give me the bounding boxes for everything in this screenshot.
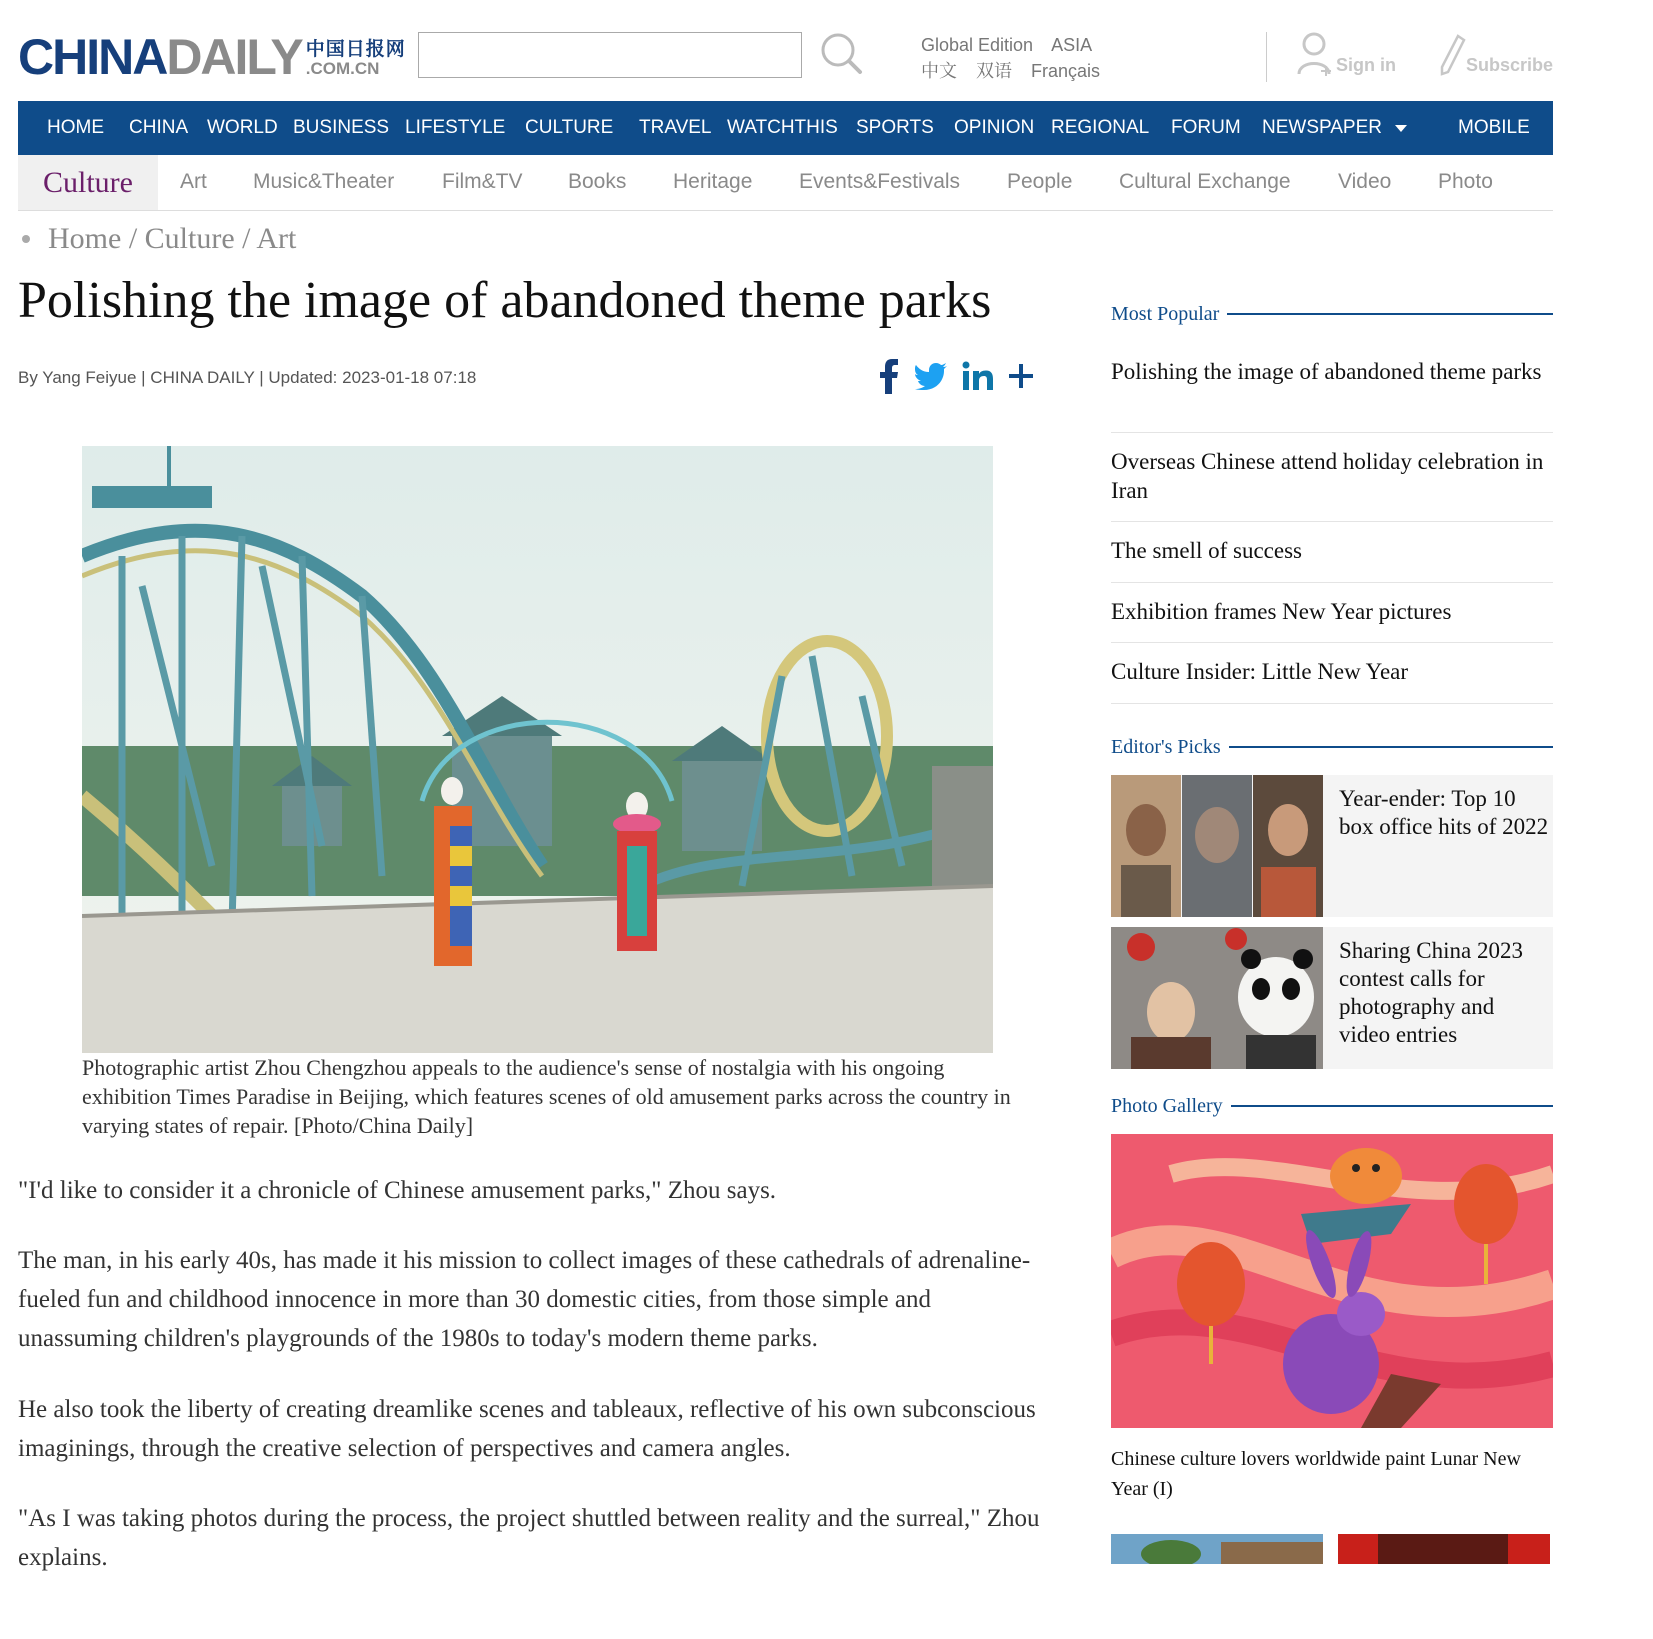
editors-picks-heading xyxy=(1111,735,1553,759)
nav-lifestyle[interactable]: LIFESTYLE xyxy=(405,117,506,138)
nav-regional[interactable]: REGIONAL xyxy=(1051,117,1150,138)
film-stills-thumbnail xyxy=(1111,775,1323,917)
heading-rule xyxy=(1227,313,1553,315)
article-byline: By Yang Feiyue | CHINA DAILY | Updated: 2023-01-18 07:18 xyxy=(18,368,477,387)
plus-icon[interactable] xyxy=(1008,363,1034,389)
editors-pick-title: Year-ender: Top 10 box office hits of 2022 xyxy=(1339,786,1549,839)
nav-culture[interactable]: CULTURE xyxy=(525,117,614,138)
popular-item[interactable]: Overseas Chinese attend holiday celebration in Iran xyxy=(1111,447,1553,522)
logo-china-text: CHINA xyxy=(18,29,167,85)
gallery-caption[interactable]: Chinese culture lovers worldwide paint Lunar New Year (I) xyxy=(1111,1448,1521,1500)
panda-mascot-thumbnail xyxy=(1111,927,1323,1069)
editors-pick-item[interactable] xyxy=(1111,927,1553,1069)
article-paragraph: "I'd like to consider it a chronicle of Chinese amusement parks," Zhou says. xyxy=(18,1177,777,1204)
sign-in-button[interactable] xyxy=(1296,30,1396,76)
popular-item[interactable]: Polishing the image of abandoned theme parks xyxy=(1111,357,1553,433)
subnav-events-festivals[interactable]: Events&Festivals xyxy=(799,170,961,193)
subnav-photo[interactable]: Photo xyxy=(1438,170,1493,193)
site-header xyxy=(18,28,1553,90)
pen-icon xyxy=(1440,34,1466,76)
article-paragraph: The man, in his early 40s, has made it his mission to collect images of these cathedrals of adrenaline-fueled fun and childhood innocence in more than 30 domestic cities, from those simple and unassuming children's playgrounds of the 1980s to today's modern theme parks. xyxy=(18,1247,1031,1352)
nav-travel[interactable]: TRAVEL xyxy=(639,117,712,138)
edition-selector xyxy=(921,32,1114,84)
subnav-music-theater[interactable]: Music&Theater xyxy=(253,170,395,193)
main-navigation xyxy=(18,101,1553,155)
article-lead-photo xyxy=(82,446,993,1053)
most-popular-heading xyxy=(1111,302,1553,326)
linkedin-icon[interactable] xyxy=(962,361,994,391)
gallery-thumbnail[interactable] xyxy=(1338,1534,1550,1564)
chinese-language-link[interactable]: 中文 xyxy=(921,61,957,81)
china-daily-logo[interactable] xyxy=(18,29,406,85)
breadcrumb-path[interactable]: Home / Culture / Art xyxy=(48,222,297,255)
editors-picks-label: Editor's Picks xyxy=(1111,735,1221,758)
subnav-cultural-exchange[interactable]: Cultural Exchange xyxy=(1119,170,1291,193)
heading-rule xyxy=(1231,1105,1553,1107)
breadcrumb-bullet xyxy=(22,235,30,243)
nav-china[interactable]: CHINA xyxy=(129,117,189,138)
nav-business[interactable]: BUSINESS xyxy=(293,117,390,138)
editors-pick-item[interactable] xyxy=(1111,775,1553,917)
article-paragraph: He also took the liberty of creating dreamlike scenes and tableaux, reflective of his own subconscious imaginings, through the creative selection of perspectives and camera angles. xyxy=(18,1396,1036,1462)
nav-newspaper[interactable]: NEWSPAPER xyxy=(1262,117,1383,138)
nav-home[interactable]: HOME xyxy=(47,117,104,138)
twitter-icon[interactable] xyxy=(914,362,948,390)
nav-sports[interactable]: SPORTS xyxy=(856,117,934,138)
subnav-video[interactable]: Video xyxy=(1338,170,1392,193)
subnav-film-tv[interactable]: Film&TV xyxy=(442,170,523,193)
photo-gallery-heading xyxy=(1111,1094,1553,1118)
photo-caption: Photographic artist Zhou Chengzhou appeals to the audience's sense of nostalgia with his ongoing exhibition Times Paradise in Beijing, which features scenes of old amusement parks across the country in varying states of repair. [Photo/China Daily] xyxy=(82,1055,1011,1138)
subnav-people[interactable]: People xyxy=(1007,170,1073,193)
culture-sub-navigation xyxy=(18,155,1553,211)
subnav-heritage[interactable]: Heritage xyxy=(673,170,753,193)
heading-rule xyxy=(1229,746,1553,748)
editors-pick-title: Sharing China 2023 contest calls for photography and video entries xyxy=(1339,938,1523,1047)
search-icon[interactable] xyxy=(818,30,864,76)
sign-in-label: Sign in xyxy=(1336,55,1396,75)
article-title: Polishing the image of abandoned theme parks xyxy=(18,272,992,329)
gallery-thumbnail[interactable] xyxy=(1111,1534,1323,1564)
logo-domain-text: .COM.CN xyxy=(305,59,380,78)
global-edition-link[interactable]: Global Edition xyxy=(921,35,1034,55)
logo-daily-text: DAILY xyxy=(166,29,302,85)
subnav-books[interactable]: Books xyxy=(568,170,627,193)
logo-chinese-text: 中国日报网 xyxy=(305,39,406,60)
article-paragraph: "As I was taking photos during the process, the project shuttled between reality and the surreal," Zhou explains. xyxy=(18,1505,1040,1571)
amusement-park-photo xyxy=(82,446,993,1053)
nav-mobile[interactable]: MOBILE xyxy=(1458,117,1530,138)
nav-opinion[interactable]: OPINION xyxy=(954,117,1035,138)
popular-item[interactable]: Culture Insider: Little New Year xyxy=(1111,657,1553,704)
popular-item[interactable]: Exhibition frames New Year pictures xyxy=(1111,597,1553,643)
french-language-link[interactable]: Français xyxy=(1031,61,1101,81)
gallery-painting-image[interactable] xyxy=(1111,1134,1553,1428)
most-popular-label: Most Popular xyxy=(1111,302,1220,325)
subscribe-button[interactable] xyxy=(1440,34,1553,76)
search-input[interactable] xyxy=(418,32,802,78)
user-icon xyxy=(1296,30,1336,76)
nav-world[interactable]: WORLD xyxy=(207,117,278,138)
photo-gallery-label: Photo Gallery xyxy=(1111,1094,1223,1117)
header-divider xyxy=(1266,32,1267,82)
subscribe-label: Subscribe xyxy=(1466,55,1554,75)
subnav-culture-active[interactable]: Culture xyxy=(18,155,158,210)
subnav-art[interactable]: Art xyxy=(180,170,207,193)
nav-forum[interactable]: FORUM xyxy=(1171,117,1241,138)
bilingual-language-link[interactable]: 双语 xyxy=(976,61,1013,81)
asia-edition-link[interactable]: ASIA xyxy=(1051,35,1093,55)
caret-down-icon[interactable] xyxy=(1395,125,1407,132)
breadcrumb xyxy=(22,222,296,256)
share-bar xyxy=(878,358,1048,394)
facebook-icon[interactable] xyxy=(878,358,900,394)
nav-watchthis[interactable]: WATCHTHIS xyxy=(727,117,838,138)
popular-item[interactable]: The smell of success xyxy=(1111,536,1553,583)
